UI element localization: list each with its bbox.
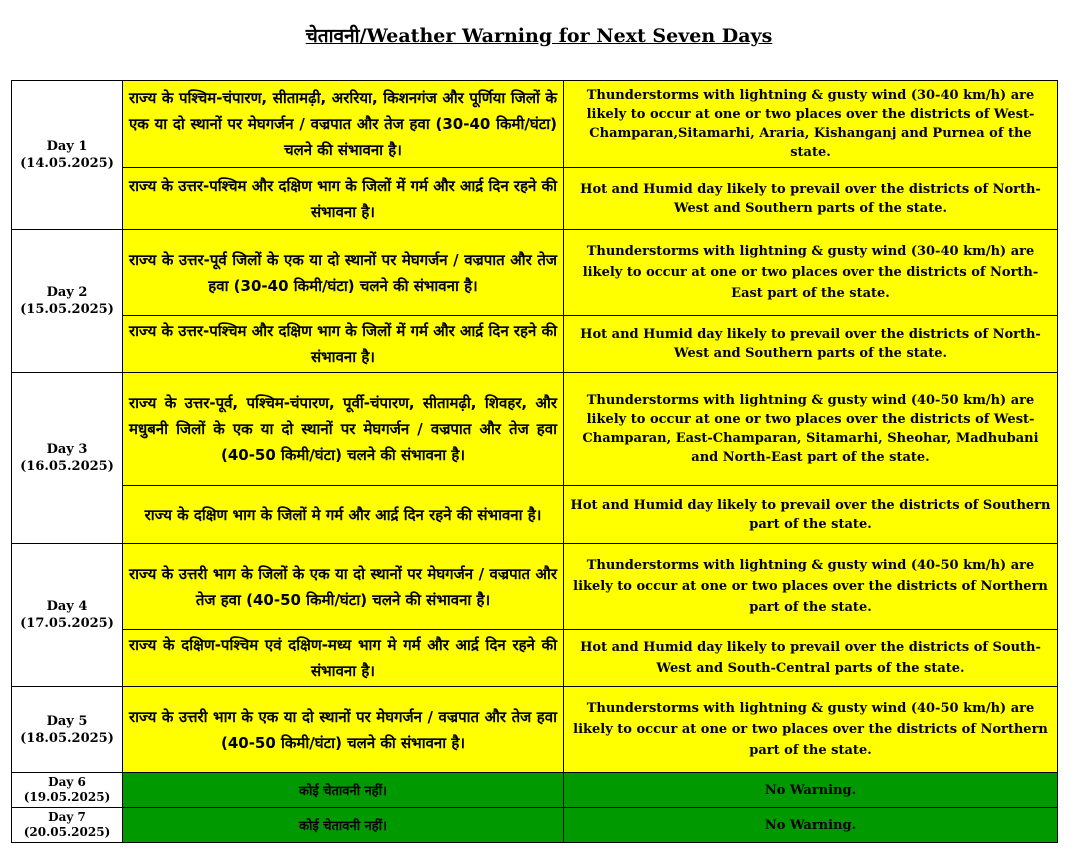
day-label: Day 7 bbox=[48, 810, 86, 824]
hindi-warning: राज्य के दक्षिण-पश्चिम एवं दक्षिण-मध्य भाग मे गर्म और आर्द्र दिन रहने की संभावना है। bbox=[123, 630, 564, 687]
day-label: Day 6 bbox=[48, 775, 86, 789]
day-cell bbox=[12, 808, 123, 843]
hindi-warning: राज्य के उत्तर-पश्चिम और दक्षिण भाग के जिलों में गर्म और आर्द्र दिन रहने की संभावना है। bbox=[123, 316, 564, 373]
english-warning: Thunderstorms with lightning & gusty wind (30-40 km/h) are likely to occur at one or two places over the districts of North-East part of the state. bbox=[564, 230, 1058, 316]
table-row bbox=[12, 630, 1058, 687]
day-cell bbox=[12, 544, 123, 687]
page-title: चेतावनी/Weather Warning for Next Seven Days bbox=[305, 25, 773, 47]
english-warning: Thunderstorms with lightning & gusty wind (40-50 km/h) are likely to occur at one or two places over the districts of Northern part of the state. bbox=[564, 544, 1058, 630]
hindi-warning: राज्य के उत्तरी भाग के एक या दो स्थानों पर मेघगर्जन / वज्रपात और तेज हवा (40-50 किमी/घंटा) चलने की संभावना है। bbox=[123, 687, 564, 773]
table-row bbox=[12, 808, 1058, 843]
day-date: (19.05.2025) bbox=[23, 790, 111, 804]
day-label: Day 1 bbox=[46, 139, 88, 154]
english-warning: Hot and Humid day likely to prevail over the districts of North-West and Southern parts of the state. bbox=[564, 168, 1058, 230]
hindi-warning: राज्य के उत्तर-पश्चिम और दक्षिण भाग के जिलों में गर्म और आर्द्र दिन रहने की संभावना है। bbox=[123, 168, 564, 230]
day-cell bbox=[12, 373, 123, 544]
table-row bbox=[12, 687, 1058, 773]
day-date: (14.05.2025) bbox=[20, 156, 114, 171]
english-warning: Hot and Humid day likely to prevail over the districts of North-West and Southern parts of the state. bbox=[564, 316, 1058, 373]
day-cell bbox=[12, 81, 123, 230]
english-warning: Thunderstorms with lightning & gusty wind (30-40 km/h) are likely to occur at one or two places over the districts of West-Champaran,Sitamarhi, Araria, Kishanganj and Purnea of the state. bbox=[564, 81, 1058, 168]
day-cell bbox=[12, 230, 123, 373]
hindi-no-warning: कोई चेतावनी नहीं। bbox=[123, 808, 564, 843]
table-row bbox=[12, 168, 1058, 230]
table-row bbox=[12, 230, 1058, 316]
english-warning: Hot and Humid day likely to prevail over the districts of Southern part of the state. bbox=[564, 486, 1058, 544]
warning-table bbox=[11, 80, 1058, 843]
day-date: (20.05.2025) bbox=[23, 825, 111, 839]
hindi-no-warning: कोई चेतावनी नहीं। bbox=[123, 773, 564, 808]
english-no-warning: No Warning. bbox=[564, 773, 1058, 808]
table-row bbox=[12, 81, 1058, 168]
day-label: Day 5 bbox=[46, 713, 88, 729]
table-row bbox=[12, 544, 1058, 630]
hindi-warning: राज्य के दक्षिण भाग के जिलों मे गर्म और आर्द्र दिन रहने की संभावना है। bbox=[123, 486, 564, 544]
day-date: (16.05.2025) bbox=[20, 459, 114, 474]
english-no-warning: No Warning. bbox=[564, 808, 1058, 843]
day-label: Day 2 bbox=[46, 285, 88, 300]
table-row bbox=[12, 773, 1058, 808]
hindi-warning: राज्य के पश्चिम-चंपारण, सीतामढ़ी, अररिया, किशनगंज और पूर्णिया जिलों के एक या दो स्थानों पर मेघगर्जन / वज्रपात और तेज हवा (30-40 किमी/घंटा) चलने की संभावना है। bbox=[123, 81, 564, 168]
day-date: (15.05.2025) bbox=[20, 302, 114, 317]
english-warning: Thunderstorms with lightning & gusty wind (40-50 km/h) are likely to occur at one or two places over the districts of Northern part of the state. bbox=[564, 687, 1058, 773]
day-date: (18.05.2025) bbox=[20, 730, 114, 746]
day-label: Day 4 bbox=[46, 599, 88, 614]
english-warning: Hot and Humid day likely to prevail over the districts of South-West and South-Central parts of the state. bbox=[564, 630, 1058, 687]
table-row bbox=[12, 373, 1058, 486]
day-date: (17.05.2025) bbox=[20, 616, 114, 631]
table-row bbox=[12, 316, 1058, 373]
hindi-warning: राज्य के उत्तर-पूर्व जिलों के एक या दो स्थानों पर मेघगर्जन / वज्रपात और तेज हवा (30-40 किमी/घंटा) चलने की संभावना है। bbox=[123, 230, 564, 316]
hindi-warning: राज्य के उत्तरी भाग के जिलों के एक या दो स्थानों पर मेघगर्जन / वज्रपात और तेज हवा (40-50 किमी/घंटा) चलने की संभावना है। bbox=[123, 544, 564, 630]
day-label: Day 3 bbox=[46, 442, 88, 457]
table-row bbox=[12, 486, 1058, 544]
day-cell bbox=[12, 773, 123, 808]
day-cell bbox=[12, 687, 123, 773]
hindi-warning: राज्य के उत्तर-पूर्व, पश्चिम-चंपारण, पूर्वी-चंपारण, सीतामढ़ी, शिवहर, और मधुबनी जिलों के एक या दो स्थानों पर मेघगर्जन / वज्रपात और तेज हवा (40-50 किमी/घंटा) चलने की संभावना है। bbox=[123, 373, 564, 486]
english-warning: Thunderstorms with lightning & gusty wind (40-50 km/h) are likely to occur at one or two places over the districts of West-Champaran, East-Champaran, Sitamarhi, Sheohar, Madhubani and North-East part of the state. bbox=[564, 373, 1058, 486]
